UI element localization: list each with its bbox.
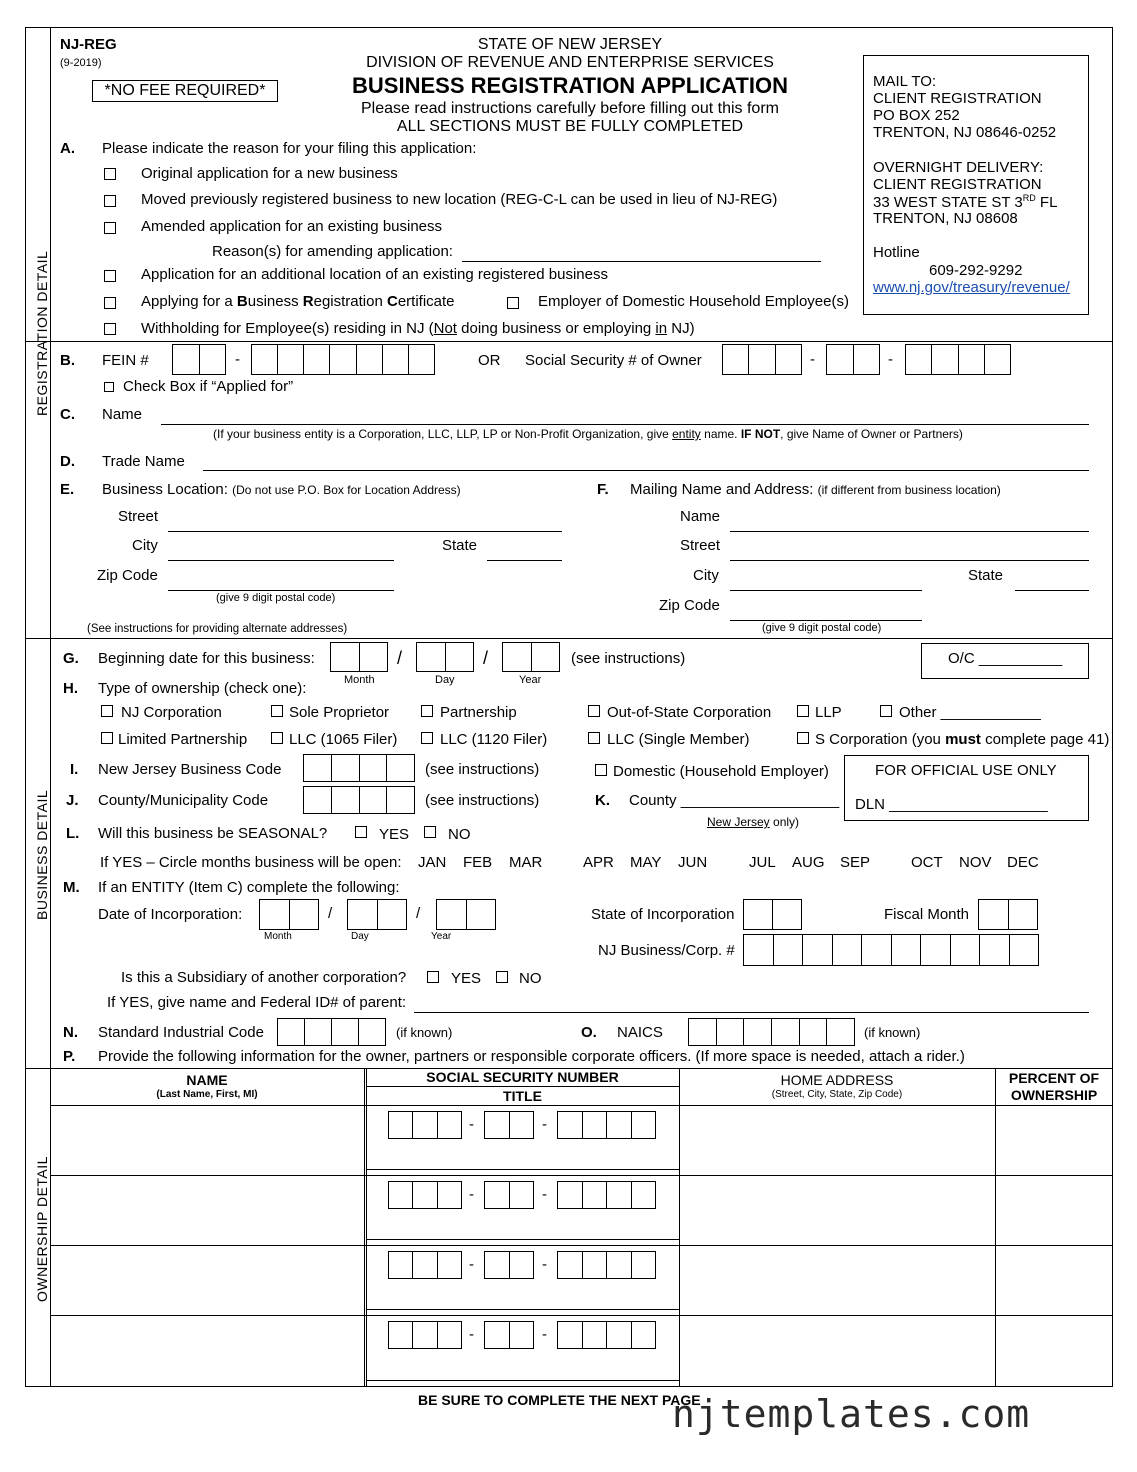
option-s-corporation: S Corporation (you must complete page 41) — [815, 731, 1110, 748]
checkbox-llp[interactable] — [797, 705, 809, 717]
col-header-percent-2: OWNERSHIP — [1010, 1087, 1098, 1103]
subsidiary-yes-label: YES — [451, 970, 482, 987]
instructions-line: Please read instructions carefully before filling out this form — [361, 100, 779, 117]
page-title: BUSINESS REGISTRATION APPLICATION — [352, 73, 788, 98]
mailing-street-label: Street — [680, 537, 721, 554]
mailing-zip-field[interactable] — [730, 620, 922, 621]
row-4-ssn-part1[interactable] — [388, 1321, 462, 1349]
row-2-ssn-part1[interactable] — [388, 1181, 462, 1209]
dln-field: DLN ___________________ — [855, 796, 1048, 813]
checkbox-nj-corporation[interactable] — [101, 705, 113, 717]
row-1-dash-1: - — [469, 1116, 474, 1133]
section-m-letter: M. — [63, 879, 80, 896]
applied-for-label: Check Box if “Applied for” — [123, 378, 294, 395]
checkbox-domestic-household[interactable] — [595, 764, 607, 776]
checkbox-partnership[interactable] — [421, 705, 433, 717]
month-dec[interactable]: DEC — [1007, 854, 1039, 871]
mailing-name-field[interactable] — [730, 531, 1089, 532]
row-2-dash-1: - — [469, 1186, 474, 1203]
mailing-city-field[interactable] — [730, 590, 922, 591]
option-llp: LLP — [815, 704, 842, 721]
section-l-letter: L. — [66, 825, 80, 842]
county-code-label: County/Municipality Code — [98, 792, 269, 809]
section-d-letter: D. — [60, 453, 75, 470]
revenue-website-link[interactable]: www.nj.gov/treasury/revenue/ — [873, 279, 1070, 296]
mail-to-label: MAIL TO: — [873, 73, 937, 90]
division-heading: DIVISION OF REVENUE AND ENTERPRISE SERVICES — [366, 54, 774, 71]
name-note: (If your business entity is a Corporation, LLC, LLP, LP or Non-Profit Organization, give entity name. IF NOT, give Name of Owner or Partners) — [213, 427, 963, 441]
option-original: Original application for a new business — [141, 165, 398, 182]
fiscal-month-input[interactable] — [978, 899, 1038, 930]
owner-ssn-part2[interactable] — [826, 344, 880, 375]
table-col-3 — [995, 1068, 996, 1387]
row-2-bottom — [50, 1245, 1113, 1246]
owner-info-instruction: Provide the following information for the owner, partners or responsible corporate officers. (If more space is needed, attach a rider.) — [98, 1048, 965, 1065]
checkbox-limited-partnership[interactable] — [101, 732, 113, 744]
row-4-title-line — [366, 1380, 679, 1381]
option-limited-partnership: Limited Partnership — [118, 731, 248, 748]
zip-field[interactable] — [168, 590, 394, 591]
section-h-letter: H. — [63, 680, 78, 697]
nj-corp-number-label: NJ Business/Corp. # — [598, 942, 735, 959]
row-4-ssn-part3[interactable] — [557, 1321, 656, 1349]
next-page-notice: BE SURE TO COMPLETE THE NEXT PAGE — [418, 1392, 701, 1408]
checkbox-domestic-employer[interactable] — [507, 297, 519, 309]
option-llc-single: LLC (Single Member) — [607, 731, 750, 748]
county-field[interactable]: County ___________________ — [629, 792, 840, 809]
checkbox-brc[interactable] — [104, 297, 116, 309]
checkbox-amended[interactable] — [104, 222, 116, 234]
completion-notice: ALL SECTIONS MUST BE FULLY COMPLETED — [396, 118, 744, 135]
row-1-title-line — [366, 1169, 679, 1170]
ssn-dash-2: - — [888, 351, 893, 368]
incorp-year-input[interactable] — [436, 899, 496, 930]
entity-label: If an ENTITY (Item C) complete the following: — [98, 879, 400, 896]
overnight-name: CLIENT REGISTRATION — [873, 176, 1042, 193]
county-code-input[interactable] — [303, 786, 415, 814]
street-label: Street — [118, 508, 159, 525]
date-slash-1: / — [397, 648, 403, 668]
checkbox-subsidiary-yes[interactable] — [427, 971, 439, 983]
table-col-1b — [366, 1068, 367, 1387]
sic-known: (if known) — [396, 1025, 453, 1040]
owner-ssn-part1[interactable] — [722, 344, 802, 375]
option-withholding: Withholding for Employee(s) residing in NJ (Not doing business or employing in NJ) — [141, 320, 695, 337]
checkbox-other[interactable] — [880, 705, 892, 717]
month-jul[interactable]: JUL — [749, 854, 776, 871]
row-2-ssn-part3[interactable] — [557, 1181, 656, 1209]
state-label: State — [442, 537, 478, 554]
row-1-bottom — [50, 1175, 1113, 1176]
table-col-2 — [679, 1068, 680, 1387]
city-field[interactable] — [168, 560, 394, 561]
naics-input[interactable] — [688, 1018, 855, 1046]
row-1-ssn-part2[interactable] — [484, 1111, 534, 1139]
month-caption: Month — [344, 674, 375, 686]
overnight-label: OVERNIGHT DELIVERY: — [873, 159, 1044, 176]
seasonal-no-label: NO — [448, 826, 471, 843]
begin-day-input[interactable] — [416, 642, 474, 672]
row-3-bottom — [50, 1315, 1113, 1316]
month-mar[interactable]: MAR — [509, 854, 543, 871]
section-b-letter: B. — [60, 352, 75, 369]
mailing-zip-note: (give 9 digit postal code) — [762, 622, 882, 634]
row-2-dash-2: - — [542, 1186, 547, 1203]
city-label: City — [132, 537, 158, 554]
zip-note: (give 9 digit postal code) — [216, 592, 336, 604]
checkbox-moved[interactable] — [104, 195, 116, 207]
incorp-year-caption: Year — [431, 931, 452, 942]
checkbox-additional-location[interactable] — [104, 270, 116, 282]
section-a-question: Please indicate the reason for your filing this application: — [102, 140, 477, 157]
fein-suffix-input[interactable] — [251, 344, 435, 375]
mailing-state-label: State — [968, 567, 1004, 584]
sidebar-divider — [50, 27, 51, 1387]
row-3-title-line — [366, 1309, 679, 1310]
option-other: Other ____________ — [899, 704, 1041, 721]
section-p-letter: P. — [63, 1048, 76, 1065]
incorporation-date-label: Date of Incorporation: — [98, 906, 243, 923]
mailing-city-label: City — [693, 567, 719, 584]
fiscal-month-label: Fiscal Month — [884, 906, 970, 923]
seasonal-label: Will this business be SEASONAL? — [98, 825, 328, 842]
row-1-dash-2: - — [542, 1116, 547, 1133]
mailing-address-label: Mailing Name and Address: (if different from business location) — [630, 481, 1001, 498]
subsidiary-no-label: NO — [519, 970, 542, 987]
checkbox-llc-single[interactable] — [588, 732, 600, 744]
or-label: OR — [478, 352, 501, 369]
section-j-letter: J. — [66, 792, 79, 809]
option-domestic-employer: Employer of Domestic Household Employee(s) — [538, 293, 849, 310]
mail-to-name: CLIENT REGISTRATION — [873, 90, 1042, 107]
mail-to-pobox: PO BOX 252 — [873, 107, 960, 124]
col-header-address: HOME ADDRESS — [780, 1072, 894, 1088]
table-ssn-title-divider — [366, 1086, 679, 1087]
checkbox-sole-proprietor[interactable] — [271, 705, 283, 717]
begin-month-input[interactable] — [330, 642, 388, 672]
hotline-label: Hotline — [873, 244, 920, 261]
name-field[interactable] — [161, 424, 1089, 425]
overnight-street: 33 WEST STATE ST 3RD FL — [873, 193, 1058, 211]
fein-prefix-input[interactable] — [172, 344, 226, 375]
sic-label: Standard Industrial Code — [98, 1024, 264, 1041]
row-3-ssn-part1[interactable] — [388, 1251, 462, 1279]
business-location-label: Business Location: (Do not use P.O. Box for Location Address) — [102, 481, 461, 498]
mailing-name-label: Name — [680, 508, 721, 525]
subsidiary-question: Is this a Subsidiary of another corporation? — [121, 969, 407, 986]
option-moved: Moved previously registered business to new location (REG-C-L can be used in lieu of NJ-REG) — [141, 191, 778, 208]
trade-name-field[interactable] — [203, 470, 1089, 471]
checkbox-out-of-state-corp[interactable] — [588, 705, 600, 717]
name-label: Name — [102, 406, 143, 423]
incorp-day-input[interactable] — [347, 899, 407, 930]
option-domestic-household: Domestic (Household Employer) — [613, 763, 829, 780]
naics-known: (if known) — [864, 1025, 921, 1040]
month-feb[interactable]: FEB — [463, 854, 493, 871]
official-use-title: FOR OFFICIAL USE ONLY — [875, 762, 1057, 779]
section-a-letter: A. — [60, 140, 75, 157]
month-may[interactable]: MAY — [630, 854, 662, 871]
section-n-letter: N. — [63, 1024, 78, 1041]
incorp-month-caption: Month — [264, 931, 292, 942]
fein-dash: - — [235, 351, 240, 368]
section-k-letter: K. — [595, 792, 610, 809]
checkbox-withholding[interactable] — [104, 323, 116, 335]
watermark: njtemplates.com — [672, 1392, 1031, 1436]
owner-ssn-label: Social Security # of Owner — [525, 352, 702, 369]
state-of-incorporation-input[interactable] — [743, 899, 802, 930]
checkbox-seasonal-no[interactable] — [424, 826, 436, 838]
month-oct[interactable]: OCT — [911, 854, 943, 871]
seasonal-yes-label: YES — [379, 826, 410, 843]
checkbox-llc-1065[interactable] — [271, 732, 283, 744]
parent-label: If YES, give name and Federal ID# of parent: — [107, 994, 407, 1011]
col-header-percent-1: PERCENT OF — [1008, 1070, 1100, 1086]
owner-ssn-part3[interactable] — [905, 344, 1011, 375]
row-3-dash-1: - — [469, 1256, 474, 1273]
ownership-type-label: Type of ownership (check one): — [98, 680, 307, 697]
month-aug[interactable]: AUG — [792, 854, 825, 871]
incorp-month-input[interactable] — [259, 899, 319, 930]
mailing-zip-label: Zip Code — [659, 597, 720, 614]
checkbox-seasonal-yes[interactable] — [355, 826, 367, 838]
fein-label: FEIN # — [102, 352, 149, 369]
day-caption: Day — [435, 674, 455, 686]
row-3-ssn-part3[interactable] — [557, 1251, 656, 1279]
begin-date-see-instructions: (see instructions) — [571, 650, 686, 667]
nj-business-code-label: New Jersey Business Code — [98, 761, 282, 778]
section-g-letter: G. — [63, 650, 79, 667]
row-2-title-line — [366, 1239, 679, 1240]
section-f-letter: F. — [597, 481, 609, 498]
checkbox-original[interactable] — [104, 168, 116, 180]
table-header-bottom — [50, 1105, 1113, 1106]
hotline-phone: 609-292-9292 — [929, 262, 1023, 279]
amend-reason-label: Reason(s) for amending application: — [212, 243, 453, 260]
year-caption: Year — [519, 674, 542, 686]
incorp-slash-1: / — [328, 905, 333, 922]
mail-to-city: TRENTON, NJ 08646-0252 — [873, 124, 1057, 141]
section-c-letter: C. — [60, 406, 75, 423]
mailing-street-field[interactable] — [730, 560, 1089, 561]
street-field[interactable] — [168, 531, 562, 532]
col-header-address-sub: (Street, City, State, Zip Code) — [771, 1089, 903, 1100]
section-divider-b — [25, 341, 1113, 342]
checkbox-llc-1120[interactable] — [421, 732, 433, 744]
option-sole-proprietor: Sole Proprietor — [289, 704, 390, 721]
incorp-day-caption: Day — [351, 931, 369, 942]
section-divider-g — [25, 638, 1113, 639]
county-note: New Jersey only) — [707, 815, 800, 829]
row-1-ssn-part1[interactable] — [388, 1111, 462, 1139]
row-4-ssn-part2[interactable] — [484, 1321, 534, 1349]
nj-corp-number-input[interactable] — [743, 934, 1039, 966]
col-header-name: NAME — [186, 1072, 228, 1088]
county-code-see: (see instructions) — [425, 792, 540, 809]
col-header-ssn: SOCIAL SECURITY NUMBER — [426, 1069, 619, 1085]
zip-label: Zip Code — [97, 567, 158, 584]
option-additional-location: Application for an additional location of an existing registered business — [141, 266, 608, 283]
checkbox-applied-for[interactable] — [104, 382, 114, 392]
sic-input[interactable] — [277, 1018, 386, 1046]
state-heading: STATE OF NEW JERSEY — [477, 36, 663, 53]
month-nov[interactable]: NOV — [959, 854, 992, 871]
oc-field[interactable]: O/C __________ — [948, 650, 1063, 667]
months-open-label: If YES – Circle months business will be open: — [100, 854, 402, 871]
option-llc-1120: LLC (1120 Filer) — [440, 731, 548, 748]
option-llc-1065: LLC (1065 Filer) — [289, 731, 398, 748]
section-i-letter: I. — [70, 761, 79, 778]
mailing-state-field[interactable] — [1015, 590, 1089, 591]
row-3-dash-2: - — [542, 1256, 547, 1273]
business-code-see: (see instructions) — [425, 761, 540, 778]
checkbox-subsidiary-no[interactable] — [496, 971, 508, 983]
form-revision: (9-2019) — [60, 57, 102, 69]
row-1-ssn-part3[interactable] — [557, 1111, 656, 1139]
alternate-addresses-note: (See instructions for providing alternate addresses) — [87, 623, 348, 635]
section-e-letter: E. — [60, 481, 75, 498]
side-label-registration: REGISTRATION DETAIL — [34, 250, 50, 416]
checkbox-s-corporation[interactable] — [797, 732, 809, 744]
naics-label: NAICS — [617, 1024, 663, 1041]
month-apr[interactable]: APR — [583, 854, 614, 871]
month-jan[interactable]: JAN — [418, 854, 447, 871]
col-header-name-sub: (Last Name, First, MI) — [156, 1089, 258, 1100]
row-2-ssn-part2[interactable] — [484, 1181, 534, 1209]
parent-field[interactable] — [414, 1012, 1089, 1013]
side-label-ownership: OWNERSHIP DETAIL — [34, 1156, 50, 1302]
date-slash-2: / — [483, 648, 489, 668]
col-header-title: TITLE — [503, 1088, 542, 1104]
overnight-city: TRENTON, NJ 08608 — [873, 210, 1018, 227]
month-sep[interactable]: SEP — [840, 854, 871, 871]
beginning-date-label: Beginning date for this business: — [98, 650, 315, 667]
row-4-dash-2: - — [542, 1326, 547, 1343]
no-fee-badge: *NO FEE REQUIRED* — [92, 80, 278, 102]
nj-business-code-input[interactable] — [303, 754, 415, 782]
option-partnership: Partnership — [440, 704, 517, 721]
option-amended: Amended application for an existing business — [141, 218, 443, 235]
row-3-ssn-part2[interactable] — [484, 1251, 534, 1279]
option-out-of-state-corp: Out-of-State Corporation — [607, 704, 772, 721]
state-of-incorporation-label: State of Incorporation — [591, 906, 735, 923]
month-jun[interactable]: JUN — [678, 854, 708, 871]
incorp-slash-2: / — [416, 905, 421, 922]
option-brc: Applying for a Business Registration Certificate — [141, 293, 455, 310]
state-field[interactable] — [487, 560, 562, 561]
row-4-dash-1: - — [469, 1326, 474, 1343]
amend-reason-field[interactable] — [462, 261, 821, 262]
ssn-dash-1: - — [810, 351, 815, 368]
section-o-letter: O. — [581, 1024, 597, 1041]
trade-name-label: Trade Name — [102, 453, 185, 470]
option-nj-corporation: NJ Corporation — [121, 704, 222, 721]
form-id: NJ-REG — [60, 36, 117, 53]
table-col-1 — [364, 1068, 365, 1387]
side-label-business: BUSINESS DETAIL — [34, 789, 50, 920]
begin-year-input[interactable] — [502, 642, 560, 672]
